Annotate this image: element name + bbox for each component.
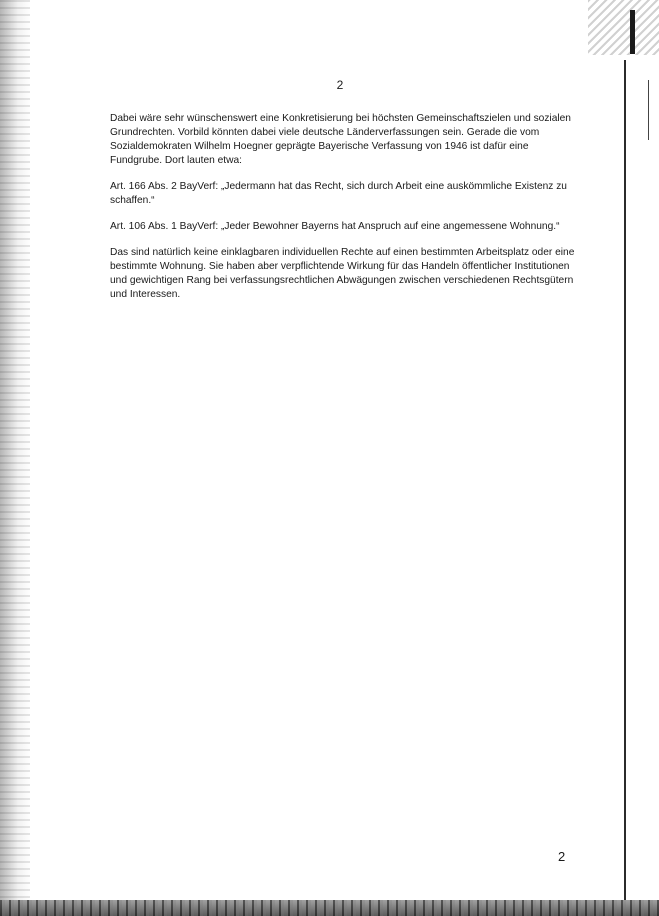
scan-corner-mark bbox=[630, 10, 635, 54]
paragraph-quote-art-166: Art. 166 Abs. 2 BayVerf: „Jedermann hat das Recht, sich durch Arbeit eine auskömmliche Existenz zu schaffen.“ bbox=[110, 181, 567, 206]
scan-corner-top-right bbox=[588, 0, 659, 55]
paragraph-intro: Dabei wäre sehr wünschenswert eine Konkretisierung bei höchsten Gemeinschaftszielen und sozialen Grundrechten. Vorbild könnten dabei viele deutsche Länderverfassungen sein. Gerade die vom Sozialdemokraten Wilhelm Hoegner geprägte Bayerische Verfassung von 1946 ist dafür eine Fundgrube. Dort lauten etwa: bbox=[110, 113, 571, 166]
page-number-top: 2 bbox=[336, 78, 344, 92]
scan-edge-bottom bbox=[0, 900, 659, 916]
scan-edge-left bbox=[0, 0, 30, 916]
paragraph-conclusion: Das sind natürlich keine einklagbaren individuellen Rechte auf einen bestimmten Arbeitsplatz oder eine bestimmte Wohnung. Sie haben aber verpflichtende Wirkung für das Handeln öffentlicher Institutionen und gewichtigen Rang bei verfassungsrechtlichen Abwägungen zwischen verschiedenen Rechtsgütern und Interessen. bbox=[110, 247, 575, 300]
page-edge-right bbox=[624, 60, 626, 916]
paragraph-quote-art-106: Art. 106 Abs. 1 BayVerf: „Jeder Bewohner Bayerns hat Anspruch auf eine angemessene Wohnung.“ bbox=[110, 221, 560, 232]
page-number-bottom: 2 bbox=[558, 849, 566, 864]
document-body bbox=[110, 112, 580, 314]
